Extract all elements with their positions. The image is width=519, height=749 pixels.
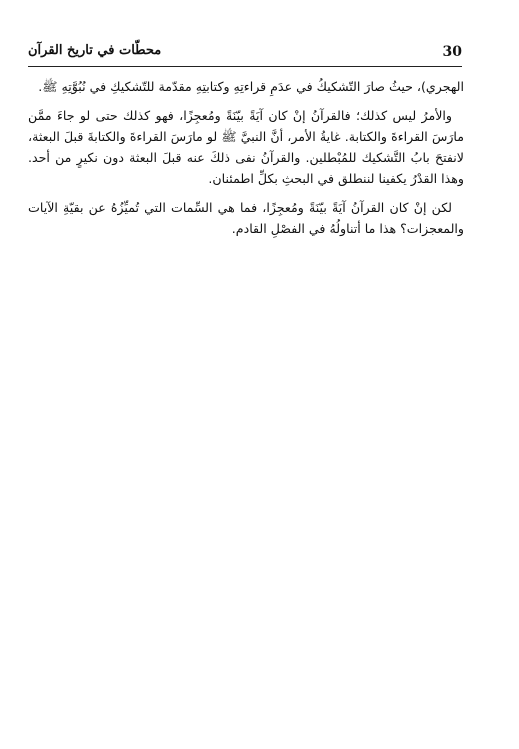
paragraph-continuation: الهجري)، حيثُ صارَ التّشكيكُ في عدَمِ قراءتِهِ وكتابتِهِ مقدّمة للتّشكيكِ في نُبُوَّتِهِ ﷺ. xyxy=(38,79,464,94)
page-number: 30 xyxy=(442,44,462,60)
running-title: محطّات في تاريخ القرآن xyxy=(28,43,162,58)
paragraph: والأمرُ ليس كذلك؛ فالقرآنُ إنْ كان آيَةً بيّنَةً ومُعجِزًا، فهو كذلك حتى لو جاءَ ممَّن مارَسَ القراءةَ والكتابة. غايةُ الأمر، أنَّ النبيَّ ﷺ لو مارَسَ القراءةَ والكتابةَ قبلَ البعثة، لانفتحَ بابُ التَّشكيك للمُبْطلين. والقرآنُ نفى ذلكَ عنه قبلَ البعثة دون نكيرٍ من أحد. وهذا القدْرُ يكفينا لننطلق في البحثِ بكلِّ اطمئنان. xyxy=(28,108,464,186)
page-header xyxy=(28,40,462,67)
body-text xyxy=(28,76,464,247)
paragraph: لكن إنْ كان القرآنُ آيَةً بيّنَةً ومُعجِزًا، فما هي السِّمات التي تُميِّزُهُ عن بقيّةِ الآيات والمعجزات؟ هذا ما أتناولُهُ في الفصْلِ القادم. xyxy=(28,200,464,236)
